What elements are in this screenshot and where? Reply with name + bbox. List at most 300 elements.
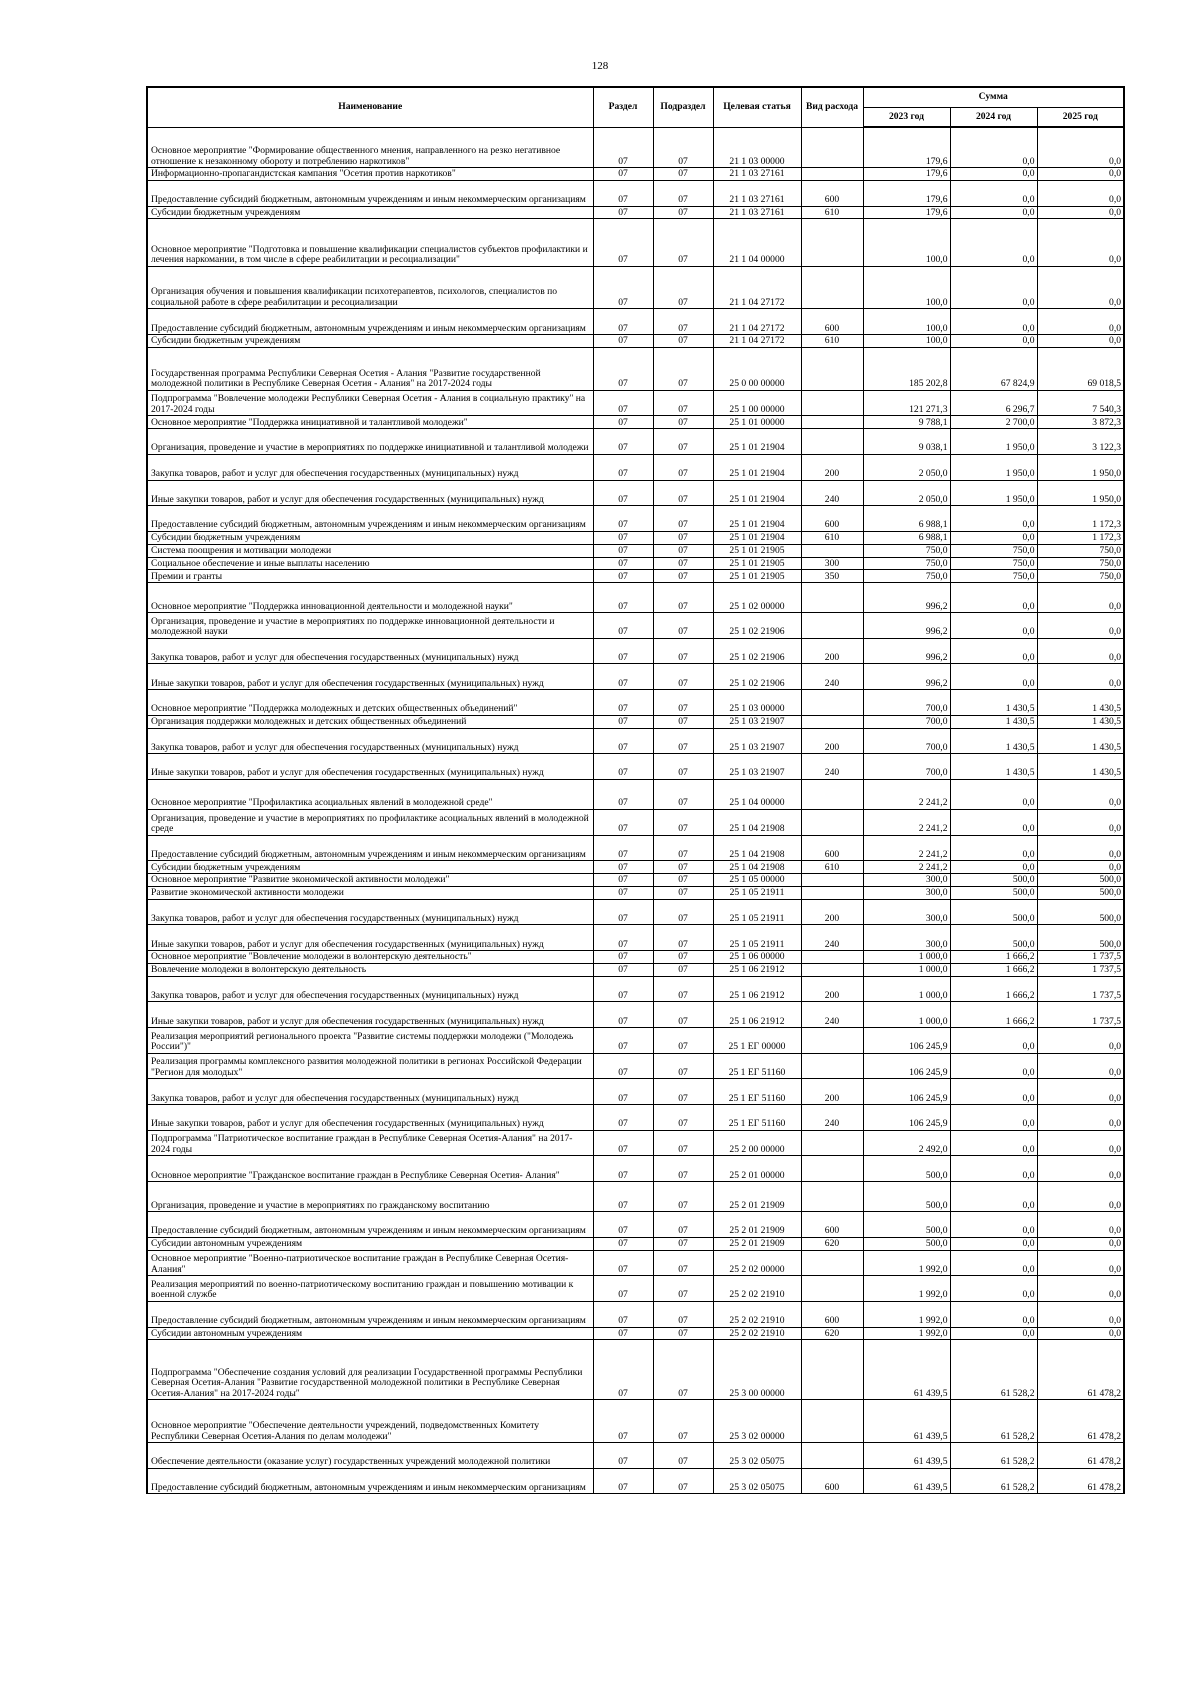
row-amount-2023: 100,0	[863, 266, 950, 309]
row-section: 07	[593, 1156, 653, 1182]
row-amount-2023: 2 241,2	[863, 779, 950, 809]
row-section: 07	[593, 570, 653, 583]
table-row	[147, 1156, 1124, 1182]
row-name: Подпрограмма "Вовлечение молодежи Республики Северная Осетия - Алания в социальную практику" на 2017-2024 годы	[147, 390, 593, 416]
row-amount-2023: 6 988,1	[863, 506, 950, 532]
row-subsection: 07	[653, 899, 713, 925]
row-amount-2024: 61 528,2	[950, 1468, 1037, 1494]
row-subsection: 07	[653, 690, 713, 716]
row-name: Реализация мероприятий регионального проекта "Развитие системы поддержки молодежи ("Молодежь России")"	[147, 1028, 593, 1054]
row-amount-2024: 1 950,0	[950, 429, 1037, 455]
row-subsection: 07	[653, 1182, 713, 1212]
row-section: 07	[593, 728, 653, 754]
row-section: 07	[593, 1002, 653, 1028]
row-amount-2024: 0,0	[950, 180, 1037, 206]
row-expense-type: 200	[801, 454, 863, 480]
table-row	[147, 390, 1124, 416]
row-name: Иные закупки товаров, работ и услуг для обеспечения государственных (муниципальных) нужд	[147, 1105, 593, 1131]
row-expense-type: 200	[801, 976, 863, 1002]
row-expense-type	[801, 347, 863, 390]
row-subsection: 07	[653, 1053, 713, 1079]
row-amount-2024: 0,0	[950, 266, 1037, 309]
table-row	[147, 180, 1124, 206]
table-row	[147, 925, 1124, 951]
table-row	[147, 335, 1124, 348]
row-section: 07	[593, 480, 653, 506]
row-name: Основное мероприятие "Профилактика асоциальных явлений в молодежной среде"	[147, 779, 593, 809]
row-amount-2025: 500,0	[1037, 925, 1124, 951]
row-amount-2024: 1 950,0	[950, 454, 1037, 480]
table-row	[147, 861, 1124, 874]
row-name: Закупка товаров, работ и услуг для обеспечения государственных (муниципальных) нужд	[147, 899, 593, 925]
row-amount-2023: 100,0	[863, 335, 950, 348]
row-name: Предоставление субсидий бюджетным, автономным учреждениям и иным некоммерческим организациям	[147, 1301, 593, 1327]
row-target-item: 21 1 03 27161	[713, 206, 801, 219]
row-amount-2025: 0,0	[1037, 1079, 1124, 1105]
row-subsection: 07	[653, 861, 713, 874]
row-amount-2023: 1 000,0	[863, 951, 950, 964]
row-amount-2025: 0,0	[1037, 219, 1124, 266]
row-amount-2025: 1 950,0	[1037, 454, 1124, 480]
row-name: Предоставление субсидий бюджетным, автономным учреждениям и иным некоммерческим организациям	[147, 835, 593, 861]
table-row	[147, 1105, 1124, 1131]
row-amount-2025: 500,0	[1037, 899, 1124, 925]
row-amount-2024: 500,0	[950, 925, 1037, 951]
row-subsection: 07	[653, 613, 713, 639]
row-name: Иные закупки товаров, работ и услуг для обеспечения государственных (муниципальных) нужд	[147, 664, 593, 690]
table-row	[147, 1182, 1124, 1212]
row-amount-2024: 0,0	[950, 1182, 1037, 1212]
row-subsection: 07	[653, 206, 713, 219]
row-amount-2024: 0,0	[950, 206, 1037, 219]
table-row	[147, 1327, 1124, 1340]
row-subsection: 07	[653, 1212, 713, 1238]
row-section: 07	[593, 1400, 653, 1443]
row-target-item: 25 1 01 21904	[713, 429, 801, 455]
row-section: 07	[593, 1327, 653, 1340]
row-amount-2024: 2 700,0	[950, 416, 1037, 429]
table-row	[147, 429, 1124, 455]
row-amount-2025: 0,0	[1037, 1053, 1124, 1079]
table-row	[147, 886, 1124, 899]
row-amount-2023: 500,0	[863, 1156, 950, 1182]
row-section: 07	[593, 925, 653, 951]
row-name: Премии и гранты	[147, 570, 593, 583]
row-amount-2023: 61 439,5	[863, 1443, 950, 1469]
row-amount-2024: 0,0	[950, 531, 1037, 544]
row-amount-2025: 7 540,3	[1037, 390, 1124, 416]
row-target-item: 25 1 ЕГ 51160	[713, 1105, 801, 1131]
table-row	[147, 544, 1124, 557]
row-expense-type	[801, 1276, 863, 1302]
row-amount-2023: 300,0	[863, 886, 950, 899]
row-expense-type: 600	[801, 835, 863, 861]
row-name: Основное мероприятие "Вовлечение молодежи в волонтерскую деятельность"	[147, 951, 593, 964]
row-section: 07	[593, 1276, 653, 1302]
row-target-item: 25 1 05 21911	[713, 925, 801, 951]
table-row	[147, 1443, 1124, 1469]
row-amount-2023: 996,2	[863, 583, 950, 613]
row-amount-2023: 2 050,0	[863, 480, 950, 506]
row-amount-2024: 0,0	[950, 1212, 1037, 1238]
row-expense-type	[801, 583, 863, 613]
row-section: 07	[593, 390, 653, 416]
row-expense-type	[801, 963, 863, 976]
row-amount-2024: 0,0	[950, 168, 1037, 181]
row-subsection: 07	[653, 1079, 713, 1105]
row-amount-2025: 0,0	[1037, 583, 1124, 613]
row-amount-2023: 700,0	[863, 754, 950, 780]
row-subsection: 07	[653, 664, 713, 690]
table-row	[147, 754, 1124, 780]
row-name: Основное мероприятие "Поддержка молодежных и детских общественных объединений"	[147, 690, 593, 716]
row-subsection: 07	[653, 544, 713, 557]
row-target-item: 25 2 02 21910	[713, 1276, 801, 1302]
table-row	[147, 1212, 1124, 1238]
row-amount-2025: 1 172,3	[1037, 531, 1124, 544]
row-amount-2023: 300,0	[863, 874, 950, 887]
row-amount-2025: 61 478,2	[1037, 1400, 1124, 1443]
row-expense-type: 600	[801, 309, 863, 335]
row-section: 07	[593, 1053, 653, 1079]
row-amount-2025: 0,0	[1037, 1182, 1124, 1212]
row-subsection: 07	[653, 1250, 713, 1276]
row-amount-2024: 0,0	[950, 335, 1037, 348]
row-target-item: 25 1 01 00000	[713, 416, 801, 429]
header-sum: Сумма	[863, 87, 1124, 107]
row-target-item: 25 2 01 21909	[713, 1237, 801, 1250]
row-amount-2025: 750,0	[1037, 557, 1124, 570]
row-target-item: 25 3 00 00000	[713, 1340, 801, 1400]
row-section: 07	[593, 1212, 653, 1238]
row-amount-2023: 1 992,0	[863, 1276, 950, 1302]
row-target-item: 25 1 ЕГ 00000	[713, 1028, 801, 1054]
row-amount-2023: 1 000,0	[863, 1002, 950, 1028]
row-expense-type: 610	[801, 531, 863, 544]
table-row	[147, 1130, 1124, 1156]
row-target-item: 25 0 00 00000	[713, 347, 801, 390]
row-section: 07	[593, 1301, 653, 1327]
row-amount-2024: 0,0	[950, 127, 1037, 168]
row-target-item: 25 1 01 21904	[713, 480, 801, 506]
row-amount-2024: 61 528,2	[950, 1443, 1037, 1469]
header-subsection: Подраздел	[653, 87, 713, 127]
row-amount-2023: 6 988,1	[863, 531, 950, 544]
row-amount-2025: 0,0	[1037, 309, 1124, 335]
header-target-item: Целевая статья	[713, 87, 801, 127]
row-amount-2025: 3 122,3	[1037, 429, 1124, 455]
row-subsection: 07	[653, 886, 713, 899]
row-amount-2025: 0,0	[1037, 664, 1124, 690]
row-section: 07	[593, 861, 653, 874]
table-row	[147, 874, 1124, 887]
row-amount-2023: 996,2	[863, 664, 950, 690]
row-subsection: 07	[653, 1400, 713, 1443]
row-name: Предоставление субсидий бюджетным, автономным учреждениям и иным некоммерческим организациям	[147, 506, 593, 532]
row-name: Основное мероприятие "Поддержка инновационной деятельности и молодежной науки"	[147, 583, 593, 613]
table-row	[147, 557, 1124, 570]
row-name: Организация, проведение и участие в мероприятиях по гражданскому воспитанию	[147, 1182, 593, 1212]
row-section: 07	[593, 557, 653, 570]
row-subsection: 07	[653, 390, 713, 416]
row-amount-2025: 500,0	[1037, 886, 1124, 899]
row-section: 07	[593, 1468, 653, 1494]
row-expense-type	[801, 1053, 863, 1079]
table-row	[147, 613, 1124, 639]
row-amount-2023: 185 202,8	[863, 347, 950, 390]
row-name: Субсидии автономным учреждениям	[147, 1327, 593, 1340]
row-section: 07	[593, 429, 653, 455]
row-amount-2025: 0,0	[1037, 1156, 1124, 1182]
row-expense-type: 600	[801, 506, 863, 532]
row-name: Субсидии бюджетным учреждениям	[147, 861, 593, 874]
row-name: Информационно-пропагандистская кампания "Осетия против наркотиков"	[147, 168, 593, 181]
row-section: 07	[593, 835, 653, 861]
row-amount-2024: 750,0	[950, 544, 1037, 557]
row-amount-2023: 500,0	[863, 1182, 950, 1212]
row-section: 07	[593, 1079, 653, 1105]
row-amount-2023: 1 992,0	[863, 1301, 950, 1327]
row-target-item: 25 1 06 21912	[713, 1002, 801, 1028]
row-expense-type: 200	[801, 728, 863, 754]
row-target-item: 25 3 02 00000	[713, 1400, 801, 1443]
row-expense-type	[801, 1250, 863, 1276]
row-target-item: 25 1 04 00000	[713, 779, 801, 809]
row-subsection: 07	[653, 429, 713, 455]
row-amount-2023: 996,2	[863, 613, 950, 639]
row-subsection: 07	[653, 416, 713, 429]
row-name: Основное мероприятие "Формирование общественного мнения, направленного на резко негативное отношение к незаконному обороту и потреблению наркотиков"	[147, 127, 593, 168]
row-name: Социальное обеспечение и иные выплаты населению	[147, 557, 593, 570]
row-target-item: 21 1 03 00000	[713, 127, 801, 168]
row-subsection: 07	[653, 754, 713, 780]
row-name: Основное мероприятие "Подготовка и повышение квалификации специалистов субъектов профилактики и лечения наркомании, в том числе в сфере реабилитации и ресоциализации"	[147, 219, 593, 266]
row-subsection: 07	[653, 506, 713, 532]
row-subsection: 07	[653, 638, 713, 664]
row-amount-2025: 1 737,5	[1037, 951, 1124, 964]
table-row	[147, 951, 1124, 964]
row-section: 07	[593, 1250, 653, 1276]
row-name: Организация, проведение и участие в мероприятиях по поддержке инновационной деятельности и молодежной науки	[147, 613, 593, 639]
row-expense-type	[801, 809, 863, 835]
table-row	[147, 1237, 1124, 1250]
table-row	[147, 690, 1124, 716]
row-target-item: 25 2 02 21910	[713, 1301, 801, 1327]
row-section: 07	[593, 206, 653, 219]
row-target-item: 25 1 02 21906	[713, 638, 801, 664]
row-amount-2023: 61 439,5	[863, 1468, 950, 1494]
row-subsection: 07	[653, 1468, 713, 1494]
row-amount-2025: 0,0	[1037, 1301, 1124, 1327]
row-subsection: 07	[653, 219, 713, 266]
row-section: 07	[593, 347, 653, 390]
row-subsection: 07	[653, 1237, 713, 1250]
table-row	[147, 809, 1124, 835]
row-amount-2025: 61 478,2	[1037, 1443, 1124, 1469]
row-target-item: 25 1 01 21904	[713, 454, 801, 480]
row-amount-2023: 700,0	[863, 690, 950, 716]
row-subsection: 07	[653, 583, 713, 613]
row-expense-type: 240	[801, 480, 863, 506]
row-amount-2024: 750,0	[950, 570, 1037, 583]
row-amount-2025: 0,0	[1037, 1130, 1124, 1156]
row-amount-2024: 0,0	[950, 219, 1037, 266]
row-section: 07	[593, 664, 653, 690]
row-target-item: 25 2 01 21909	[713, 1212, 801, 1238]
row-target-item: 25 1 01 21904	[713, 506, 801, 532]
row-expense-type: 240	[801, 664, 863, 690]
row-section: 07	[593, 951, 653, 964]
row-amount-2025: 1 430,5	[1037, 754, 1124, 780]
row-section: 07	[593, 309, 653, 335]
row-target-item: 25 1 05 00000	[713, 874, 801, 887]
row-amount-2024: 0,0	[950, 506, 1037, 532]
row-amount-2025: 0,0	[1037, 1250, 1124, 1276]
table-row	[147, 1053, 1124, 1079]
row-amount-2025: 0,0	[1037, 1028, 1124, 1054]
row-subsection: 07	[653, 180, 713, 206]
table-row	[147, 1002, 1124, 1028]
row-amount-2024: 61 528,2	[950, 1340, 1037, 1400]
row-amount-2025: 1 950,0	[1037, 480, 1124, 506]
row-subsection: 07	[653, 835, 713, 861]
row-section: 07	[593, 715, 653, 728]
row-amount-2023: 106 245,9	[863, 1105, 950, 1131]
row-target-item: 21 1 04 27172	[713, 309, 801, 335]
row-subsection: 07	[653, 1002, 713, 1028]
row-expense-type	[801, 219, 863, 266]
row-section: 07	[593, 266, 653, 309]
row-target-item: 25 2 02 21910	[713, 1327, 801, 1340]
row-amount-2024: 67 824,9	[950, 347, 1037, 390]
row-section: 07	[593, 1182, 653, 1212]
row-amount-2024: 1 430,5	[950, 690, 1037, 716]
row-target-item: 25 1 01 21905	[713, 544, 801, 557]
row-amount-2024: 500,0	[950, 874, 1037, 887]
row-expense-type	[801, 1130, 863, 1156]
row-subsection: 07	[653, 127, 713, 168]
row-expense-type: 240	[801, 1002, 863, 1028]
row-amount-2024: 0,0	[950, 809, 1037, 835]
row-expense-type	[801, 874, 863, 887]
row-amount-2023: 750,0	[863, 570, 950, 583]
row-amount-2025: 3 872,3	[1037, 416, 1124, 429]
row-subsection: 07	[653, 168, 713, 181]
row-amount-2024: 1 430,5	[950, 728, 1037, 754]
row-expense-type	[801, 1340, 863, 1400]
row-target-item: 21 1 04 27172	[713, 335, 801, 348]
row-name: Организация, проведение и участие в мероприятиях по профилактике асоциальных явлений в молодежной среде	[147, 809, 593, 835]
row-amount-2024: 750,0	[950, 557, 1037, 570]
row-expense-type: 240	[801, 754, 863, 780]
row-expense-type	[801, 886, 863, 899]
row-target-item: 25 1 ЕГ 51160	[713, 1079, 801, 1105]
row-amount-2025: 0,0	[1037, 613, 1124, 639]
row-amount-2023: 700,0	[863, 715, 950, 728]
row-amount-2024: 0,0	[950, 1276, 1037, 1302]
row-name: Реализация программы комплексного развития молодежной политики в регионах Российской Федерации "Регион для молодых"	[147, 1053, 593, 1079]
row-section: 07	[593, 1028, 653, 1054]
row-amount-2023: 9 038,1	[863, 429, 950, 455]
row-amount-2024: 0,0	[950, 583, 1037, 613]
row-expense-type	[801, 416, 863, 429]
row-expense-type	[801, 1182, 863, 1212]
row-amount-2024: 1 666,2	[950, 951, 1037, 964]
row-subsection: 07	[653, 1340, 713, 1400]
row-expense-type: 620	[801, 1237, 863, 1250]
row-section: 07	[593, 127, 653, 168]
row-amount-2024: 0,0	[950, 1327, 1037, 1340]
table-row	[147, 1028, 1124, 1054]
row-name: Организация обучения и повышения квалификации психотерапевтов, психологов, специалистов по социальной работе в сфере реабилитации и ресоциализации	[147, 266, 593, 309]
row-subsection: 07	[653, 454, 713, 480]
table-row	[147, 570, 1124, 583]
row-section: 07	[593, 583, 653, 613]
row-amount-2025: 0,0	[1037, 168, 1124, 181]
row-expense-type: 200	[801, 1079, 863, 1105]
row-target-item: 25 1 03 00000	[713, 690, 801, 716]
row-amount-2025: 0,0	[1037, 206, 1124, 219]
row-name: Закупка товаров, работ и услуг для обеспечения государственных (муниципальных) нужд	[147, 976, 593, 1002]
header-section: Раздел	[593, 87, 653, 127]
row-amount-2024: 500,0	[950, 886, 1037, 899]
row-amount-2024: 0,0	[950, 779, 1037, 809]
row-amount-2023: 100,0	[863, 219, 950, 266]
row-amount-2025: 0,0	[1037, 835, 1124, 861]
table-row	[147, 728, 1124, 754]
row-subsection: 07	[653, 347, 713, 390]
row-target-item: 25 1 02 00000	[713, 583, 801, 613]
row-subsection: 07	[653, 480, 713, 506]
row-name: Основное мероприятие "Развитие экономической активности молодежи"	[147, 874, 593, 887]
row-amount-2025: 0,0	[1037, 1212, 1124, 1238]
table-row	[147, 1079, 1124, 1105]
row-amount-2024: 0,0	[950, 664, 1037, 690]
row-amount-2025: 1 172,3	[1037, 506, 1124, 532]
row-amount-2023: 300,0	[863, 899, 950, 925]
row-amount-2023: 2 050,0	[863, 454, 950, 480]
row-target-item: 25 2 01 00000	[713, 1156, 801, 1182]
row-amount-2025: 0,0	[1037, 1105, 1124, 1131]
header-year-2023: 2023 год	[863, 107, 950, 127]
row-name: Закупка товаров, работ и услуг для обеспечения государственных (муниципальных) нужд	[147, 1079, 593, 1105]
row-name: Субсидии бюджетным учреждениям	[147, 206, 593, 219]
row-subsection: 07	[653, 1327, 713, 1340]
row-amount-2025: 750,0	[1037, 544, 1124, 557]
row-amount-2025: 1 737,5	[1037, 976, 1124, 1002]
row-subsection: 07	[653, 1156, 713, 1182]
row-expense-type	[801, 1028, 863, 1054]
row-name: Иные закупки товаров, работ и услуг для обеспечения государственных (муниципальных) нужд	[147, 754, 593, 780]
header-year-2025: 2025 год	[1037, 107, 1124, 127]
row-name: Иные закупки товаров, работ и услуг для обеспечения государственных (муниципальных) нужд	[147, 925, 593, 951]
row-expense-type	[801, 127, 863, 168]
row-expense-type: 600	[801, 180, 863, 206]
row-section: 07	[593, 638, 653, 664]
row-section: 07	[593, 416, 653, 429]
table-row	[147, 664, 1124, 690]
row-target-item: 25 1 06 21912	[713, 963, 801, 976]
row-target-item: 25 1 04 21908	[713, 835, 801, 861]
row-name: Организация поддержки молодежных и детских общественных объединений	[147, 715, 593, 728]
row-name: Субсидии автономным учреждениям	[147, 1237, 593, 1250]
row-name: Предоставление субсидий бюджетным, автономным учреждениям и иным некоммерческим организациям	[147, 1212, 593, 1238]
row-subsection: 07	[653, 963, 713, 976]
row-subsection: 07	[653, 266, 713, 309]
row-expense-type	[801, 168, 863, 181]
row-name: Основное мероприятие "Военно-патриотическое воспитание граждан в Республике Северная Осетия- Алания"	[147, 1250, 593, 1276]
row-name: Подпрограмма "Обеспечение создания условий для реализации Государственной программы Республики Северная Осетия-Алания "Развитие государственной молодежной политики в Республике Северная Осетия-Алания" на 2017-2024 годы"	[147, 1340, 593, 1400]
